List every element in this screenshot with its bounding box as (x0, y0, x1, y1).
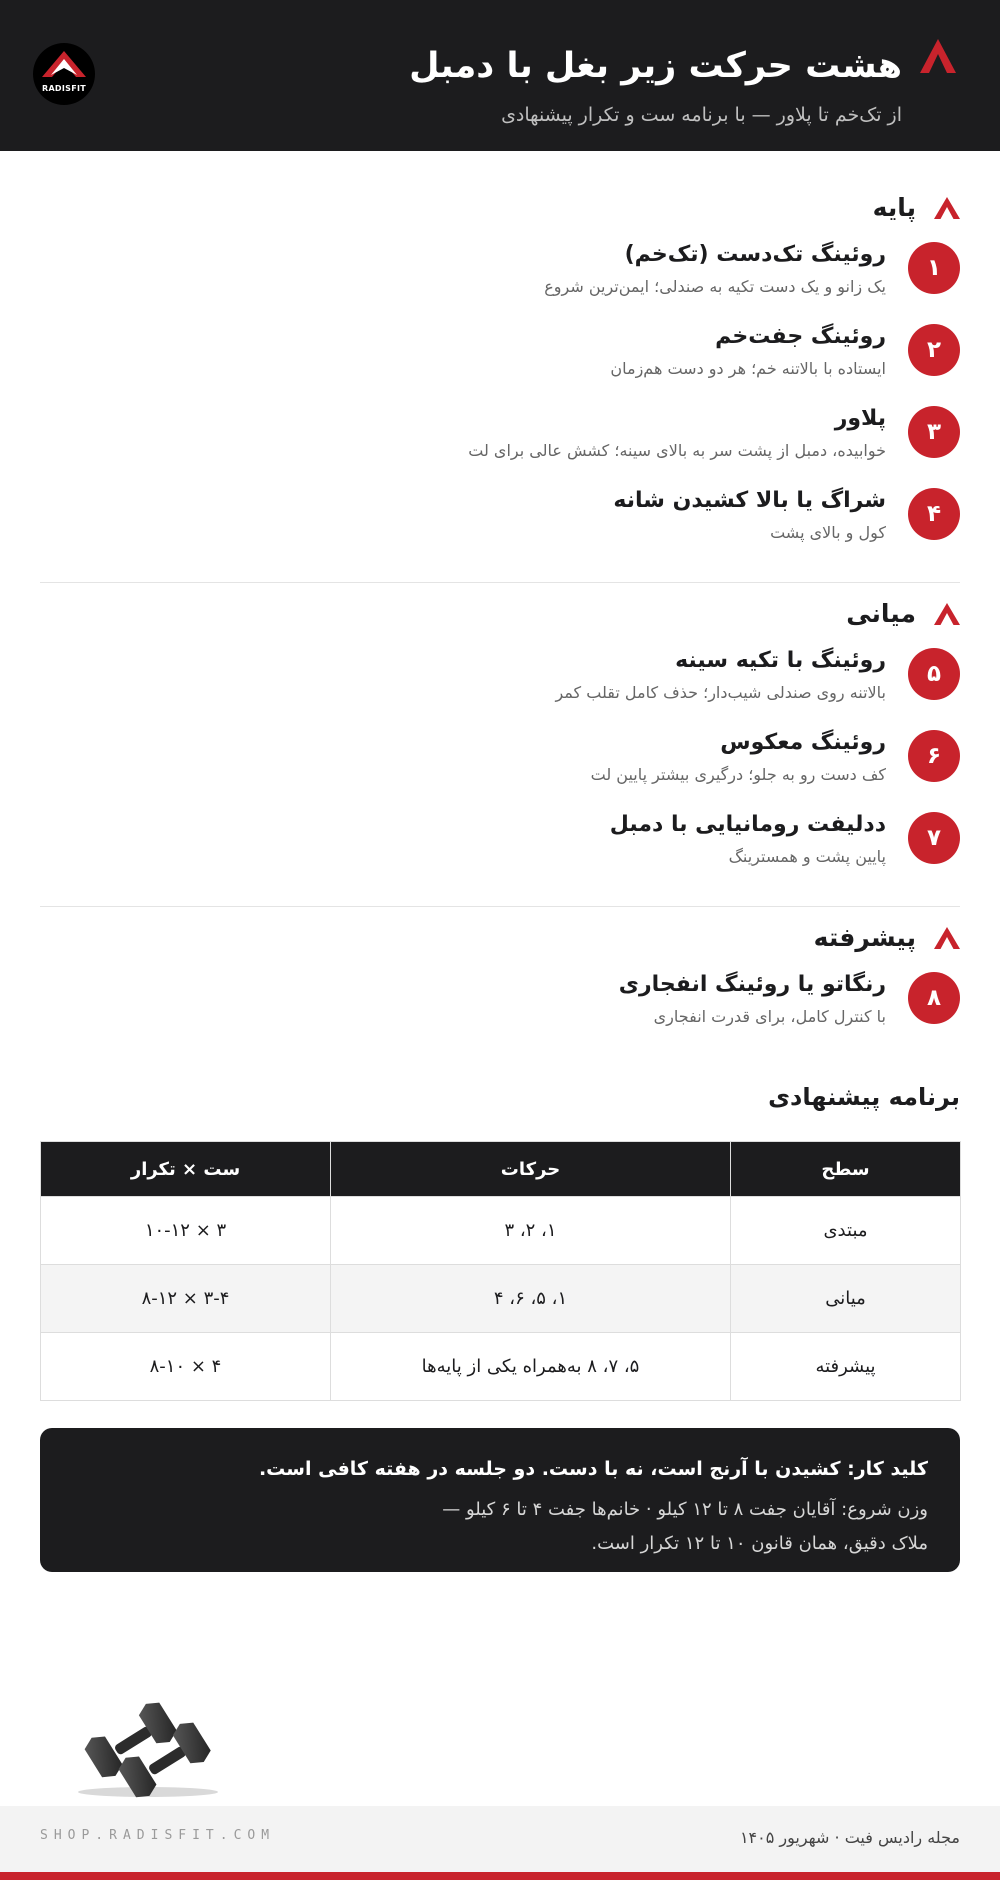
key-tip-line: ملاک دقیق، همان قانون ۱۰ تا ۱۲ تکرار است. (591, 1533, 928, 1554)
column-header: حرکات (331, 1142, 731, 1197)
exercise-description: با کنترل کامل، برای قدرت انفجاری (653, 1007, 886, 1026)
exercise-title: روئینگ با تکیه سینه (675, 648, 886, 673)
exercise-title: ددلیفت رومانیایی با دمبل (609, 812, 886, 837)
exercise-number-badge: ۶ (908, 730, 960, 782)
exercise-description: خوابیده، دمبل از پشت سر به بالای سینه؛ کشش عالی برای لت (468, 441, 886, 460)
table-cell-level: میانی (731, 1265, 961, 1333)
table-cell-moves: ۵، ۷، ۸ به‌همراه یکی از پایه‌ها (331, 1333, 731, 1401)
exercise-description: پایین پشت و همسترینگ (728, 847, 886, 866)
section-title: پیشرفته (813, 923, 916, 952)
exercise-number-badge: ۴ (908, 488, 960, 540)
exercise-description: یک زانو و یک دست تکیه به صندلی؛ ایمن‌ترین شروع (544, 277, 886, 296)
section-chevron-icon (934, 927, 960, 949)
table-cell-sets: ۳ × ۱۰-۱۲ (41, 1197, 331, 1265)
exercise-item (200, 812, 960, 884)
exercise-number-badge: ۱ (908, 242, 960, 294)
footer-credit: مجله رادیس فیت · شهریور ۱۴۰۵ (739, 1828, 960, 1847)
brand-logo[interactable] (33, 43, 95, 105)
key-tip-line: وزن شروع: آقایان جفت ۸ تا ۱۲ کیلو · خانم‌ها جفت ۴ تا ۶ کیلو — (442, 1499, 928, 1520)
table-row (41, 1333, 961, 1401)
section-heading-basic (360, 193, 960, 229)
table-row (41, 1197, 961, 1265)
exercise-item (200, 406, 960, 478)
exercise-item (200, 730, 960, 802)
exercise-number-badge: ۸ (908, 972, 960, 1024)
program-table (40, 1141, 961, 1401)
exercise-title: پلاور (834, 406, 886, 431)
section-chevron-icon (934, 197, 960, 219)
section-divider (40, 906, 960, 907)
section-heading-intermediate (360, 599, 960, 635)
exercise-title: روئینگ جفت‌خم (715, 324, 886, 349)
table-cell-moves: ۱، ۲، ۳ (331, 1197, 731, 1265)
exercise-number-badge: ۷ (908, 812, 960, 864)
key-tip-title: کلید کار: کشیدن با آرنج است، نه با دست. دو جلسه در هفته کافی است. (258, 1458, 928, 1480)
exercise-description: کف دست رو به جلو؛ درگیری بیشتر پایین لت (590, 765, 886, 784)
section-chevron-icon (934, 603, 960, 625)
section-title: پایه (872, 193, 916, 222)
exercise-title: روئینگ تک‌دست (تک‌خم) (624, 242, 886, 267)
footer-site-link[interactable]: SHOP.RADISFIT.COM (40, 1828, 276, 1843)
logo-wordmark: RADISFIT (41, 84, 87, 93)
exercise-description: بالاتنه روی صندلی شیب‌دار؛ حذف کامل تقلب کمر (555, 683, 886, 702)
exercise-number-badge: ۳ (908, 406, 960, 458)
exercise-description: کول و بالای پشت (770, 523, 886, 542)
table-cell-level: پیشرفته (731, 1333, 961, 1401)
table-header-row (41, 1142, 961, 1197)
exercise-title: شراگ یا بالا کشیدن شانه (613, 488, 886, 513)
section-heading-advanced (360, 923, 960, 959)
exercise-item (200, 648, 960, 720)
exercise-title: روئینگ معکوس (720, 730, 886, 755)
column-header: سطح (731, 1142, 961, 1197)
page-header (0, 0, 1000, 151)
chevron-logo-icon (920, 39, 956, 73)
table-row (41, 1265, 961, 1333)
dumbbells-illustration (70, 1690, 230, 1800)
table-cell-moves: ۱، ۵، ۶، ۴ (331, 1265, 731, 1333)
table-cell-level: مبتدی (731, 1197, 961, 1265)
exercise-title: رنگاتو یا روئینگ انفجاری (618, 972, 886, 997)
section-title: میانی (846, 599, 916, 628)
table-cell-sets: ۴ × ۸-۱۰ (41, 1333, 331, 1401)
page-footer (0, 1806, 1000, 1874)
table-cell-sets: ۳-۴ × ۸-۱۲ (41, 1265, 331, 1333)
footer-accent-bar (0, 1872, 1000, 1880)
logo-mountain-icon (42, 51, 86, 81)
exercise-item (200, 488, 960, 560)
page-subtitle: از تک‌خم تا پلاور — با برنامه ست و تکرار پیشنهادی (501, 104, 902, 126)
page-title: هشت حرکت زیر بغل با دمبل (409, 46, 902, 86)
program-title: برنامه پیشنهادی (768, 1083, 960, 1111)
key-tip-box (40, 1428, 960, 1572)
column-header: ست × تکرار (41, 1142, 331, 1197)
exercise-item (200, 324, 960, 396)
exercise-number-badge: ۲ (908, 324, 960, 376)
exercise-item (200, 972, 960, 1044)
exercise-number-badge: ۵ (908, 648, 960, 700)
exercise-description: ایستاده با بالاتنه خم؛ هر دو دست هم‌زمان (610, 359, 886, 378)
exercise-item (200, 242, 960, 314)
section-divider (40, 582, 960, 583)
